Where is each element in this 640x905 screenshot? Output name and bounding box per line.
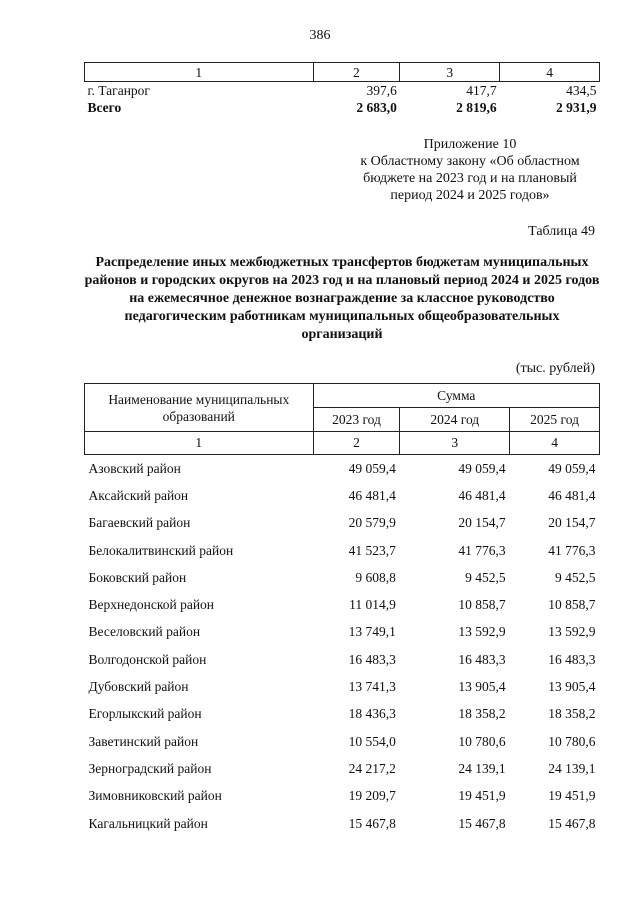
table-row: [85, 646, 600, 673]
table-row: [85, 810, 600, 837]
value-2025: 41 776,3: [548, 542, 596, 558]
numbering-cell: 3: [400, 432, 510, 455]
units-label: (тыс. рублей): [515, 361, 595, 376]
continued-table-header: [85, 63, 600, 82]
value-2025: 16 483,3: [548, 651, 596, 667]
value-2025: 9 452,5: [555, 569, 596, 585]
numbering-cell: 1: [85, 432, 314, 455]
row-name: Боковский район: [88, 569, 187, 585]
value-2025: 10 858,7: [548, 597, 596, 613]
row-name: Зимовниковский район: [88, 788, 222, 804]
table-row: [85, 619, 600, 646]
row-name: Аксайский район: [88, 487, 189, 503]
row-name: Егорлыкский район: [88, 706, 202, 722]
value-2025: 46 481,4: [548, 487, 596, 503]
value-2023: 49 059,4: [348, 460, 396, 476]
value-2024: 10 858,7: [458, 597, 506, 613]
value-2025: 20 154,7: [548, 515, 596, 531]
value-2024: 46 481,4: [458, 487, 506, 503]
total-row: [85, 99, 600, 116]
value-2024: 417,7: [466, 83, 497, 98]
value-2024: 13 905,4: [458, 679, 506, 695]
table-number: Таблица 49: [528, 224, 595, 239]
value-2023: 41 523,7: [348, 542, 396, 558]
table-row: [85, 701, 600, 728]
table-row: [85, 564, 600, 591]
value-2024: 19 451,9: [458, 788, 506, 804]
column-header-year: 2025 год: [510, 408, 600, 432]
value-2023: 13 749,1: [348, 624, 396, 640]
value-2024: 9 452,5: [465, 569, 506, 585]
value-2025: 15 467,8: [548, 815, 596, 831]
table-header-row: [85, 384, 600, 408]
numbering-cell: 2: [313, 432, 400, 455]
value-2023: 11 014,9: [349, 597, 396, 613]
table-row: [85, 510, 600, 537]
table-row: [85, 591, 600, 618]
value-2023: 13 741,3: [348, 679, 396, 695]
value-2024: 18 358,2: [458, 706, 506, 722]
row-name: Дубовский район: [88, 679, 189, 695]
value-2023: 46 481,4: [348, 487, 396, 503]
value-2025: 19 451,9: [548, 788, 596, 804]
value-2024: 20 154,7: [458, 515, 506, 531]
column-header-year: 2024 год: [400, 408, 510, 432]
column-header-name: Наименование муниципальных образований: [85, 384, 314, 432]
row-name: Заветинский район: [88, 733, 199, 749]
value-2023: 9 608,8: [355, 569, 396, 585]
value-2023: 18 436,3: [348, 706, 396, 722]
table-row: [85, 82, 600, 100]
annex-line: Приложение 10: [423, 137, 517, 152]
table-row: [85, 537, 600, 564]
table-row: [85, 673, 600, 700]
annex-heading: [330, 136, 610, 204]
value-2025: 434,5: [566, 83, 597, 98]
row-name: Зерноградский район: [88, 760, 212, 776]
row-name: Волгодонской район: [88, 651, 207, 667]
value-2023: 15 467,8: [348, 815, 396, 831]
value-2025: 2 931,9: [556, 100, 597, 115]
value-2023: 19 209,7: [348, 788, 396, 804]
value-2023: 16 483,3: [348, 651, 396, 667]
row-name: Веселовский район: [88, 624, 201, 640]
row-name: Кагальницкий район: [88, 815, 208, 831]
value-2024: 41 776,3: [458, 542, 506, 558]
column-header-year: 2023 год: [313, 408, 400, 432]
value-2025: 18 358,2: [548, 706, 596, 722]
header-cell: 3: [400, 63, 500, 82]
row-name: Багаевский район: [88, 515, 191, 531]
continued-table: [84, 62, 600, 116]
row-name: Азовский район: [88, 460, 181, 476]
row-name: Белокалитвинский район: [88, 542, 234, 558]
column-header-sum: Сумма: [313, 384, 599, 408]
value-2024: 2 819,6: [456, 100, 497, 115]
value-2024: 13 592,9: [458, 624, 506, 640]
table-row: [85, 728, 600, 755]
header-cell: 2: [313, 63, 400, 82]
value-2024: 15 467,8: [458, 815, 506, 831]
value-2024: 49 059,4: [458, 460, 506, 476]
table-row: [85, 783, 600, 810]
value-2025: 13 905,4: [548, 679, 596, 695]
row-name: г. Таганрог: [87, 83, 150, 98]
row-name: Всего: [87, 100, 122, 115]
annex-line: бюджете на 2023 год и на плановый: [363, 171, 577, 186]
table-row: [85, 482, 600, 509]
table-row: [85, 455, 600, 483]
value-2024: 10 780,6: [458, 733, 506, 749]
header-cell: 4: [500, 63, 600, 82]
value-2023: 10 554,0: [348, 733, 396, 749]
value-2024: 24 139,1: [458, 760, 506, 776]
table-row: [85, 755, 600, 782]
annex-line: период 2024 и 2025 годов»: [390, 188, 550, 203]
numbering-cell: 4: [510, 432, 600, 455]
value-2025: 49 059,4: [548, 460, 596, 476]
page-number: 386: [309, 28, 331, 43]
table-title: Распределение иных межбюджетных трансфертов бюджетам муниципальных районов и городских округов на 2023 год и на плановый период 2024 и 2025 годов на ежемесячное денежное вознаграждение за классное руководство педагогическим работникам муниципальных общеобразовательных организаций: [84, 255, 600, 342]
value-2023: 20 579,9: [348, 515, 396, 531]
row-name: Верхнедонской район: [88, 597, 215, 613]
numbering-row: [85, 432, 600, 455]
value-2025: 10 780,6: [548, 733, 596, 749]
value-2024: 16 483,3: [458, 651, 506, 667]
value-2025: 24 139,1: [548, 760, 596, 776]
value-2023: 2 683,0: [356, 100, 397, 115]
header-cell: 1: [85, 63, 314, 82]
annex-line: к Областному закону «Об областном: [360, 154, 580, 169]
distribution-table: [84, 383, 600, 837]
value-2023: 397,6: [366, 83, 397, 98]
value-2025: 13 592,9: [548, 624, 596, 640]
value-2023: 24 217,2: [348, 760, 396, 776]
